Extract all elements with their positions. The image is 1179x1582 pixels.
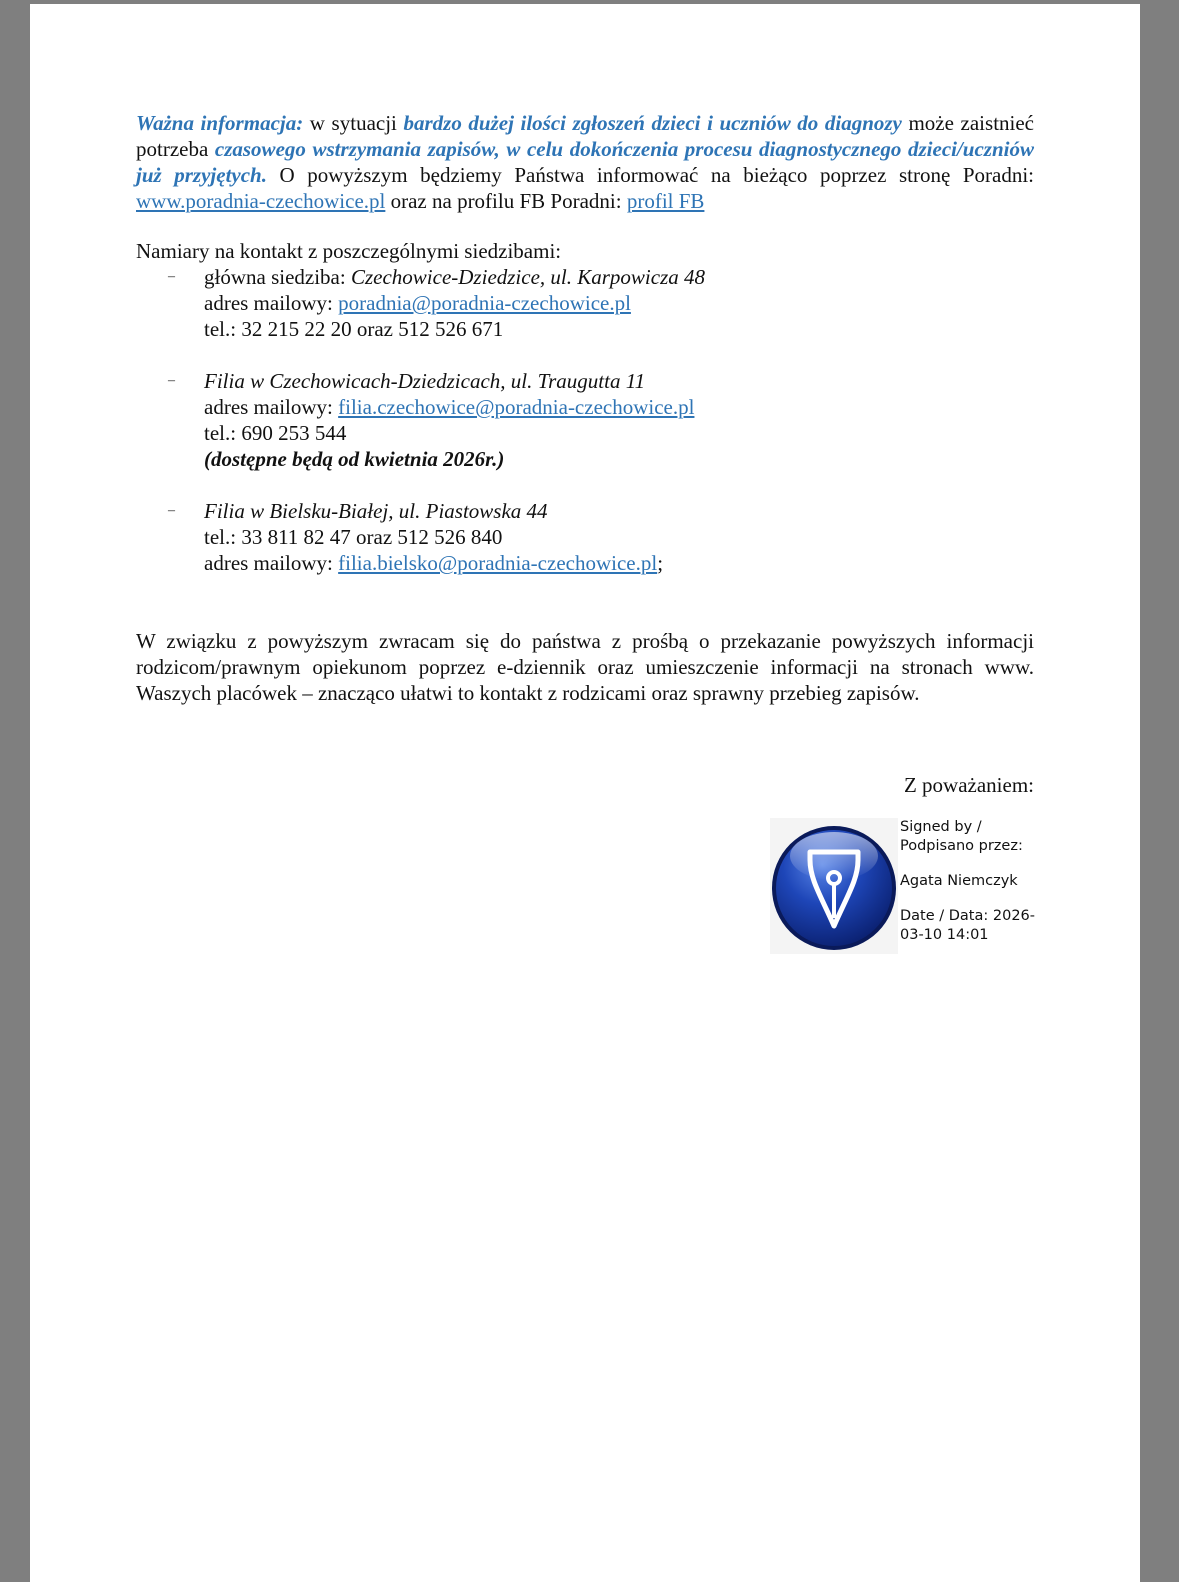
document-page <box>30 4 1140 1582</box>
email-label: adres mailowy: <box>204 551 339 575</box>
facebook-profile-link[interactable]: profil FB <box>626 189 705 213</box>
list-dash: – <box>168 503 175 518</box>
spacer <box>900 856 1040 872</box>
notice-text-1: w sytuacji <box>303 111 404 135</box>
branch-czechowice-email-link[interactable]: filia.czechowice@poradnia-czechowice.pl <box>338 395 695 419</box>
branch-czechowice-phone: tel.: 690 253 544 <box>204 421 347 445</box>
notice-text-4: oraz na profilu FB Poradni: <box>385 189 627 213</box>
list-dash: – <box>168 373 175 388</box>
branch-bielsko-email-line <box>204 550 1034 576</box>
branch-bielsko-address: Filia w Bielsku-Białej, ul. Piastowska 44 <box>204 499 548 523</box>
email-label: adres mailowy: <box>204 291 339 315</box>
notice-emphasis-1: bardzo dużej ilości zgłoszeń dzieci i uczniów do diagnozy <box>403 111 902 135</box>
signature-signed-by-pl: Podpisano przez: <box>900 838 1023 854</box>
digital-signature <box>770 818 1040 954</box>
branch-main <box>136 264 1034 342</box>
notice-text-3: O powyższym będziemy Państwa informować na bieżąco poprzez stronę Poradni: <box>266 163 1034 187</box>
contacts-heading: Namiary na kontakt z poszczególnymi siedzibami: <box>136 239 562 263</box>
branch-czechowice <box>136 368 1034 472</box>
notice-label: Ważna informacja: <box>136 111 304 135</box>
notice-paragraph <box>136 110 1034 214</box>
branch-czechowice-address: Filia w Czechowicach-Dziedzicach, ul. Traugutta 11 <box>204 369 646 393</box>
branch-czechowice-email-line <box>204 394 1034 420</box>
email-label: adres mailowy: <box>204 395 339 419</box>
branch-main-email-line <box>204 290 1034 316</box>
regards-text: Z poważaniem: <box>903 773 1034 797</box>
branch-main-email-link[interactable]: poradnia@poradnia-czechowice.pl <box>338 291 631 315</box>
signature-details <box>900 818 1040 945</box>
signer-name: Agata Niemczyk <box>900 873 1018 889</box>
branch-bielsko-phone: tel.: 33 811 82 47 oraz 512 526 840 <box>204 525 503 549</box>
branch-main-phone: tel.: 32 215 22 20 oraz 512 526 671 <box>204 317 504 341</box>
spacer <box>136 342 1034 368</box>
branch-czechowice-availability-note: (dostępne będą od kwietnia 2026r.) <box>204 447 505 471</box>
branch-main-address-line <box>204 264 1034 290</box>
branch-main-address: Czechowice-Dziedzice, ul. Karpowicza 48 <box>350 265 706 289</box>
branch-bielsko <box>136 498 1034 576</box>
branch-bielsko-email-link[interactable]: filia.bielsko@poradnia-czechowice.pl <box>338 551 658 575</box>
list-dash: – <box>168 269 175 284</box>
notice-text-2: może zaistnieć potrzeba <box>136 111 1034 161</box>
website-link[interactable]: www.poradnia-czechowice.pl <box>136 189 386 213</box>
branch-main-label: główna siedziba: <box>204 265 351 289</box>
notice-emphasis-2: czasowego wstrzymania zapisów, w celu dokończenia procesu diagnostycznego dzieci/uczniów już przyjętych. <box>136 137 1034 187</box>
spacer <box>136 472 1034 498</box>
document-content <box>136 110 1036 943</box>
spacer <box>900 891 1040 907</box>
email-suffix: ; <box>657 551 664 575</box>
signature-signed-by: Signed by / <box>900 819 982 835</box>
fountain-pen-icon <box>770 818 898 954</box>
closing-paragraph: W związku z powyższym zwracam się do państwa z prośbą o przekazanie powyższych informacji rodzicom/prawnym opiekunom poprzez e-dziennik oraz umieszczenie informacji na stronach www. Waszych placówek – znacząco ułatwi to kontakt z rodzicami oraz sprawny przebieg zapisów. <box>136 629 1034 705</box>
signature-date: Date / Data: 2026-03-10 14:01 <box>900 908 1036 943</box>
